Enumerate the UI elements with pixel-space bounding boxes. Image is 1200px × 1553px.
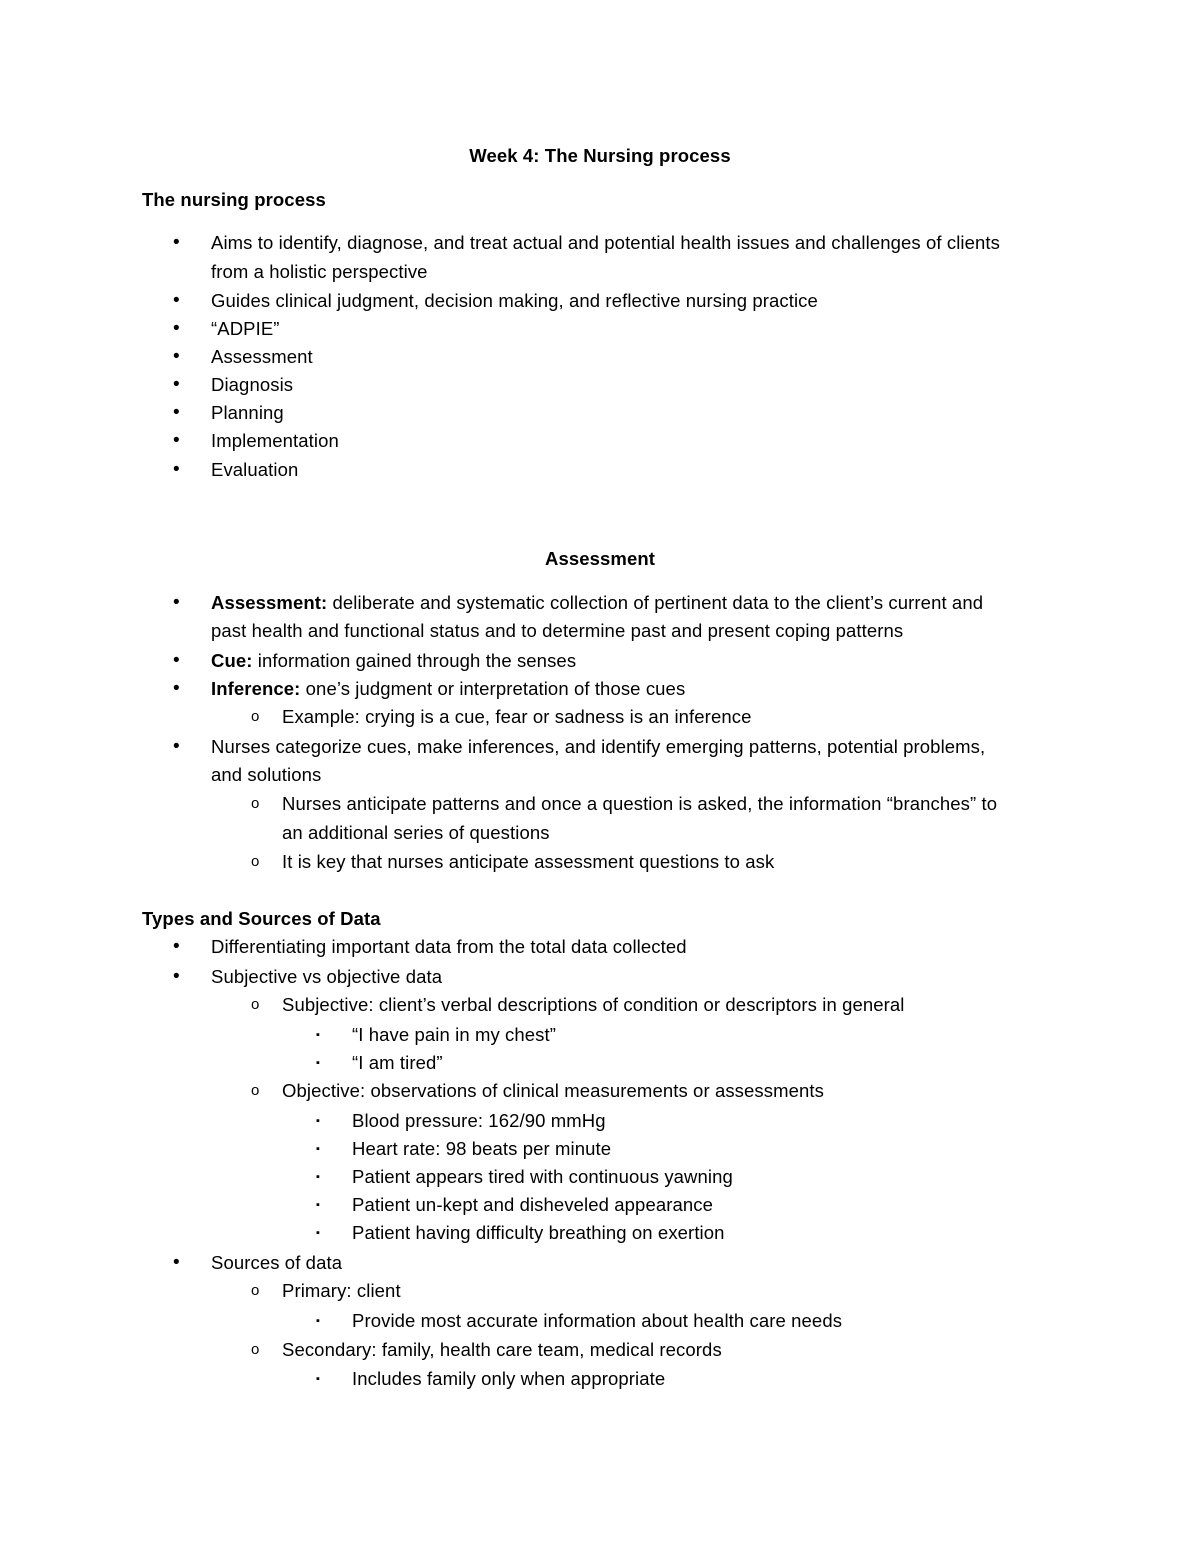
square-marker: ▪	[316, 1315, 320, 1327]
list-item: Implementation	[211, 430, 339, 451]
bullet-marker: •	[173, 592, 180, 613]
definition-text: information gained through the senses	[252, 650, 577, 671]
list-item: Planning	[211, 402, 284, 423]
sub-sub-list-item: Blood pressure: 162/90 mmHg	[352, 1110, 606, 1131]
square-marker: ▪	[316, 1227, 320, 1239]
list-item: Sources of data	[211, 1252, 343, 1273]
bullet-marker: •	[173, 232, 180, 253]
list-item: Assessment	[211, 346, 313, 367]
sub-sub-list-item: Includes family only when appropriate	[352, 1368, 666, 1389]
bullet-marker: •	[173, 290, 180, 311]
sub-list-item: Subjective: client’s verbal descriptions of condition or descriptors in general	[282, 994, 905, 1015]
bullet-marker: •	[173, 736, 180, 757]
bullet-marker: •	[173, 650, 180, 671]
square-marker: ▪	[316, 1057, 320, 1069]
sub-list-item: Secondary: family, health care team, medical records	[282, 1339, 722, 1360]
sub-sub-list-item: Provide most accurate information about health care needs	[352, 1310, 843, 1331]
sub-list-item: Example: crying is a cue, fear or sadness is an inference	[282, 706, 752, 727]
document-title: Week 4: The Nursing process	[469, 145, 731, 166]
circle-marker: o	[251, 996, 260, 1013]
list-item	[211, 589, 983, 617]
sub-sub-list-item: Heart rate: 98 beats per minute	[352, 1138, 612, 1159]
sub-list-item-continuation: an additional series of questions	[282, 822, 550, 843]
list-item: Subjective vs objective data	[211, 966, 443, 987]
sub-sub-list-item: Patient having difficulty breathing on exertion	[352, 1222, 725, 1243]
square-marker: ▪	[316, 1199, 320, 1211]
list-item	[211, 647, 576, 675]
list-item: Guides clinical judgment, decision making, and reflective nursing practice	[211, 290, 818, 311]
list-item-continuation: and solutions	[211, 764, 322, 785]
bullet-marker: •	[173, 318, 180, 339]
list-item: Differentiating important data from the total data collected	[211, 936, 687, 957]
list-item: Nurses categorize cues, make inferences, and identify emerging patterns, potential problems,	[211, 736, 986, 757]
square-marker: ▪	[316, 1115, 320, 1127]
section-heading-assessment: Assessment	[544, 548, 655, 569]
definition-text: deliberate and systematic collection of pertinent data to the client’s current and	[327, 592, 984, 613]
list-item-continuation: past health and functional status and to determine past and present coping patterns	[211, 620, 904, 641]
bullet-marker: •	[173, 402, 180, 423]
bullet-marker: •	[173, 678, 180, 699]
circle-marker: o	[251, 1282, 260, 1299]
circle-marker: o	[251, 708, 260, 725]
section-heading-types-sources: Types and Sources of Data	[142, 908, 381, 929]
bullet-marker: •	[173, 459, 180, 480]
circle-marker: o	[251, 1082, 260, 1099]
section-heading-nursing-process: The nursing process	[142, 189, 326, 210]
square-marker: ▪	[316, 1373, 320, 1385]
bullet-marker: •	[173, 374, 180, 395]
list-item: Aims to identify, diagnose, and treat actual and potential health issues and challenges of clients	[211, 232, 1001, 253]
list-item-continuation: from a holistic perspective	[211, 261, 428, 282]
list-item: Evaluation	[211, 459, 299, 480]
bullet-marker: •	[173, 966, 180, 987]
list-item: Diagnosis	[211, 374, 294, 395]
term-assessment: Assessment:	[211, 592, 328, 613]
sub-list-item: It is key that nurses anticipate assessment questions to ask	[282, 851, 775, 872]
square-marker: ▪	[316, 1143, 320, 1155]
square-marker: ▪	[316, 1171, 320, 1183]
term-cue: Cue:	[211, 650, 253, 671]
bullet-marker: •	[173, 936, 180, 957]
circle-marker: o	[251, 853, 260, 870]
definition-text: one’s judgment or interpretation of those cues	[300, 678, 686, 699]
sub-list-item: Primary: client	[282, 1280, 401, 1301]
sub-list-item: Nurses anticipate patterns and once a question is asked, the information “branches” to	[282, 793, 998, 814]
sub-sub-list-item: “I am tired”	[352, 1052, 443, 1073]
bullet-marker: •	[173, 1252, 180, 1273]
sub-sub-list-item: Patient appears tired with continuous yawning	[352, 1166, 733, 1187]
square-marker: ▪	[316, 1029, 320, 1041]
circle-marker: o	[251, 795, 260, 812]
circle-marker: o	[251, 1341, 260, 1358]
list-item	[211, 675, 685, 703]
sub-list-item: Objective: observations of clinical measurements or assessments	[282, 1080, 824, 1101]
bullet-marker: •	[173, 430, 180, 451]
sub-sub-list-item: Patient un-kept and disheveled appearance	[352, 1194, 714, 1215]
term-inference: Inference:	[211, 678, 301, 699]
list-item: “ADPIE”	[211, 318, 280, 339]
sub-sub-list-item: “I have pain in my chest”	[352, 1024, 557, 1045]
bullet-marker: •	[173, 346, 180, 367]
